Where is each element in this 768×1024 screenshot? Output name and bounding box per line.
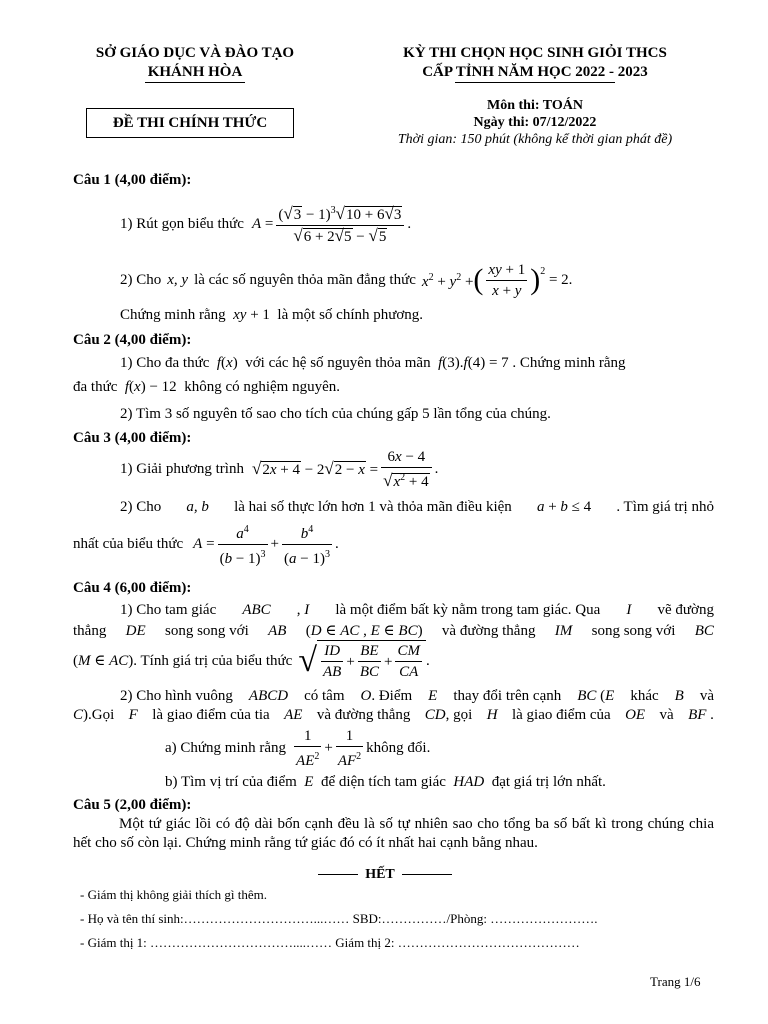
q2-p1b-tail: không có nghiệm nguyên. [184,379,340,395]
q4-p1-text-h: . Tính giá trị của biểu thức [133,653,293,669]
q3-p1-lead: 1) Giải phương trình [120,461,244,477]
question-1-part-1: 1) Rút gọn biểu thức A = $\frac{(√3 - 1)^3√10 + 6√3}{√6 + 2√5 - √5}$ . [120,196,411,252]
q3-p2-lead: 2) Cho [120,499,162,515]
question-4-part-2b: b) Tìm vị trí của điểm E để diện tích tam giác HAD đạt giá trị lớn nhất. [165,774,606,790]
exam-duration: Thời gian: 150 phút (không kể thời gian phát đề) [397,132,673,147]
footer-note: - Giám thị không giải thích gì thêm. [80,887,268,902]
question-5-text: Một tứ giác lồi có độ dài bốn cạnh đều là số tự nhiên sao cho tổng ba số bất kì trong chúng chia hết cho số còn lại. Chứng minh rằng tứ giác đó có ít nhất hai cạnh bằng nhau. [73,816,714,851]
exam-info [345,97,725,148]
q4-pb-mid: để diện tích tam giác [320,774,446,790]
q4-p2-text-a: 2) Cho hình vuông [120,688,233,704]
footer-proctor-line: - Giám thị 1: ……………………………....…… Giám thị 2: …………………………………… [80,935,580,950]
question-4-title: Câu 4 (6,00 điểm): [73,580,192,596]
question-3-part-2: 2) Cho a, b là hai số thực lớn hơn 1 và thỏa mãn điều kiện a + b ≤ 4 . Tìm giá trị nhỏ [120,499,714,515]
q3-p2-tail: . Tìm giá trị nhỏ [616,499,714,515]
q4-p2-text-e: khác [630,688,659,704]
question-4-part-1-line-2: thẳng DE song song với AB (D ∈ AC , E ∈ BC) và đường thẳng IM song song với BC [73,623,714,639]
department-name: SỞ GIÁO DỤC VÀ ĐÀO TẠO [95,45,295,61]
end-mark [300,866,470,884]
province-name: KHÁNH HÒA [147,64,243,80]
exam-name: KỲ THI CHỌN HỌC SINH GIỎI THCS [403,45,667,61]
question-4-part-1: 1) Cho tam giác ABC , I là một điểm bất kỳ nằm trong tam giác. Qua I vẽ đường [120,602,714,618]
subject: Môn thi: TOÁN [487,98,583,113]
q1-p2-mid: là các số nguyên thỏa mãn đẳng thức [194,272,416,288]
exam-date: Ngày thi: 07/12/2022 [473,115,597,130]
q4-pb-tail: đạt giá trị lớn nhất. [491,774,606,790]
q4-p1-text-c: vẽ đường [657,602,714,618]
q3-p2b-lead: nhất của biểu thức [73,536,184,552]
department-header [60,44,330,83]
q1-p3-tail: là một số chính phương. [277,307,424,323]
q4-p2-text-b: có tâm [304,688,345,704]
q4-p1-text-a: 1) Cho tam giác [120,602,217,618]
footer-candidate-line: - Họ và tên thí sinh:…………………………...…… SBD:……………/Phòng: ……………………. [80,911,598,926]
q3-p2-mid: là hai số thực lớn hơn 1 và thỏa mãn điều kiện [234,499,512,515]
q4-p2-text-c: . Điểm [371,688,413,704]
question-4-part-2-line-2: C).Gọi F là giao điểm của tia AE và đường thẳng CD, gọi H là giao điểm của OE và BF . [73,707,714,723]
q4-pa-tail: không đổi. [366,740,431,756]
q4-pa-lead: a) Chứng minh rằng [165,740,287,756]
divider [455,82,615,83]
q1-expression-fraction: $\frac{(√3 - 1)^3√10 + 6√3}{√6 + 2√5 - √5}$ [276,201,404,247]
q4-p2-text-h: là giao điểm của tia [152,707,270,723]
question-2-part-1-cont: đa thức f(x) − 12 không có nghiệm nguyên. [73,379,340,395]
question-4-part-1-line-3: (M ∈ AC) . Tính giá trị của biểu thức √ $\frac{ID}{AB}$ + $\frac{BE}{BC}$ + $\frac{CM}{CA}$ . [73,642,430,680]
q4-p1-text-g: song song với [591,623,676,639]
q4-p1-text-e: song song với [164,623,249,639]
question-1-part-2: 2) Cho x, y là các số nguyên thỏa mãn đẳng thức $x^2 + y^2$ + ( $\frac{xy + 1}{x + y}$ ) $^2$ = 2. [120,261,573,299]
q2-p1-lead: 1) Cho đa thức [120,355,210,371]
q4-p1-text-f: và đường thẳng [441,623,536,639]
q2-p1-tail: . Chứng minh rằng [512,355,626,371]
q4-pb-lead: b) Tìm vị trí của điểm [165,774,297,790]
question-1-title: Câu 1 (4,00 điểm): [73,172,192,188]
q2-p1b-lead: đa thức [73,379,118,395]
q1-p3-lead: Chứng minh rằng [120,307,226,323]
q4-p1-text-d: thẳng [73,623,107,639]
q1-p1-lead: 1) Rút gọn biểu thức [120,216,244,232]
q4-p2-text-d: thay đổi trên cạnh [453,688,562,704]
school-year: CẤP TỈNH NĂM HỌC 2022 - 2023 [422,64,648,80]
q1-p2-lead: 2) Cho [120,272,162,288]
q4-p1-text-b: là một điểm bất kỳ nằm trong tam giác. Qua [335,602,601,618]
q3-p1-fraction: $\frac{6x - 4}{√x^2 + 4}$ [381,447,431,492]
end-mark-text: HẾT [365,867,395,882]
question-2-part-1: 1) Cho đa thức f(x) với các hệ số nguyên thỏa mãn f(3).f(4) = 7 . Chứng minh rằng [120,355,626,371]
question-4-part-2: 2) Cho hình vuông ABCD có tâm O. Điểm E thay đổi trên cạnh BC (E khác B và [120,688,714,704]
q2-p1-mid: với các hệ số nguyên thỏa mãn [245,355,431,371]
question-5-title: Câu 5 (2,00 điểm): [73,797,192,813]
question-2-part-2: 2) Tìm 3 số nguyên tố sao cho tích của chúng gấp 5 lần tổng của chúng. [120,406,551,422]
question-2-title: Câu 2 (4,00 điểm): [73,332,192,348]
q4-p2-text-g: ).Gọi [83,707,115,723]
divider [145,82,245,83]
q4-p2-text-f: và [699,688,714,704]
q4-p2-text-k: là giao điểm của [511,707,611,723]
question-3-part-1: 1) Giải phương trình √2x + 4 − 2√2 − x = $\frac{6x - 4}{√x^2 + 4}$ . [120,448,439,490]
q4-p2-text-j: , gọi [445,707,473,723]
q1-p2-fraction: $\frac{xy + 1}{x + y}$ [488,261,526,299]
page-number: Trang 1/6 [650,974,701,989]
exam-header [345,44,725,83]
official-exam-box: ĐỀ THI CHÍNH THỨC [86,108,294,138]
question-4-part-2a: a) Chứng minh rằng $\frac{1}{AE^2}$ + $\frac{1}{AF^2}$ không đổi. [165,727,431,769]
q4-p2-text-l: và [659,707,674,723]
question-1-part-3: Chứng minh rằng xy + 1 là một số chính phương. [120,307,424,323]
q4-p2-text-i: và đường thẳng [316,707,411,723]
question-3-part-2-cont: nhất của biểu thức A = $\frac{a^4}{(b - 1)^3}$ + $\frac{b^4}{(a - 1)^3}$ . [73,520,339,568]
question-3-title: Câu 3 (4,00 điểm): [73,430,192,446]
